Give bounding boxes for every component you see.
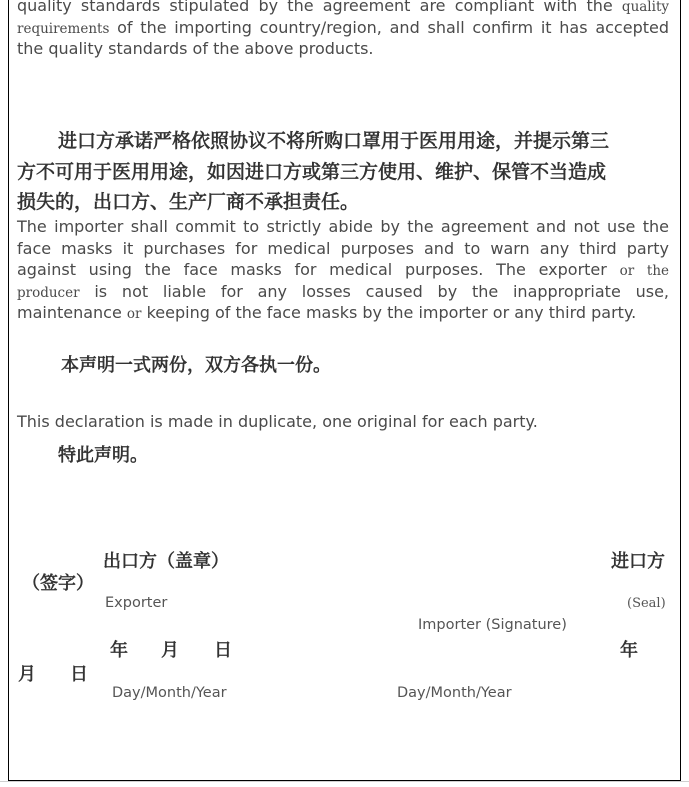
commitment-en-line3-d: the <box>646 263 669 279</box>
quality-paragraph-line3 <box>17 38 669 60</box>
commitment-en-line3 <box>17 259 669 283</box>
bottom-rule <box>0 781 689 782</box>
commitment-en-line5-c: keeping of the face masks by the importer or any third party. <box>141 303 637 322</box>
commitment-en-line3-b: or <box>619 263 635 279</box>
exporter-label: Exporter <box>105 595 168 611</box>
document-frame <box>8 0 681 781</box>
exporter-seal-cn: 出口方（盖章） <box>103 551 229 572</box>
commitment-en-line3-c <box>634 260 647 279</box>
commitment-en-line3-a: against using the face masks for medical purposes. The exporter <box>17 260 620 279</box>
quality-text-e: the quality standards of the above products. <box>17 39 374 58</box>
quality-text-d: of the importing country/region, and shall confirm it has accepted <box>109 17 669 37</box>
commitment-en-line4-b: is not liable for any losses caused by the inappropriate use, <box>79 281 669 301</box>
date-month-right: 月 <box>18 664 36 685</box>
commitment-en-line4 <box>17 281 669 305</box>
commitment-en-line5-a: maintenance <box>17 303 127 322</box>
commitment-cn-line2: 方不可用于医用用途，如因进口方或第三方使用、维护、保管不当造成 <box>17 160 607 183</box>
date-year-left: 年 <box>110 640 128 661</box>
date-day-left: 日 <box>214 640 232 661</box>
commitment-en-line5-b: or <box>126 306 142 322</box>
commitment-en-line5 <box>17 302 669 326</box>
commitment-en-line1: The importer shall commit to strictly abide by the agreement and not use the <box>17 217 669 236</box>
commitment-cn-line3: 损失的，出口方、生产厂商不承担责任。 <box>17 191 360 213</box>
quality-text-b: quality <box>621 0 669 15</box>
duplicate-cn: 本声明一式两份，双方各执一份。 <box>61 355 331 376</box>
seal-label: (Seal) <box>627 596 666 611</box>
date-month-left: 月 <box>161 640 179 661</box>
date-year-right: 年 <box>620 640 638 661</box>
commitment-en-line2: face masks it purchases for medical purposes and to warn any third party <box>17 238 669 258</box>
quality-paragraph-line2 <box>17 17 669 41</box>
importer-date-format: Day/Month/Year <box>397 685 512 701</box>
commitment-cn-line1: 进口方承诺严格依照协议不将所购口罩用于医用用途，并提示第三 <box>58 130 610 152</box>
closing-statement: 特此声明。 <box>58 445 148 466</box>
quality-text-a: quality standards stipulated by the agreement are compliant with the <box>17 0 622 15</box>
quality-text-c: requirements <box>17 20 110 37</box>
commitment-en-line4-a: producer <box>17 284 80 301</box>
date-day-right: 日 <box>70 664 88 685</box>
signature-cn: （签字） <box>22 573 94 594</box>
duplicate-en: This declaration is made in duplicate, one original for each party. <box>17 412 538 431</box>
importer-signature-label: Importer (Signature) <box>418 617 567 633</box>
exporter-date-format: Day/Month/Year <box>112 685 227 701</box>
importer-cn: 进口方 <box>611 551 665 572</box>
